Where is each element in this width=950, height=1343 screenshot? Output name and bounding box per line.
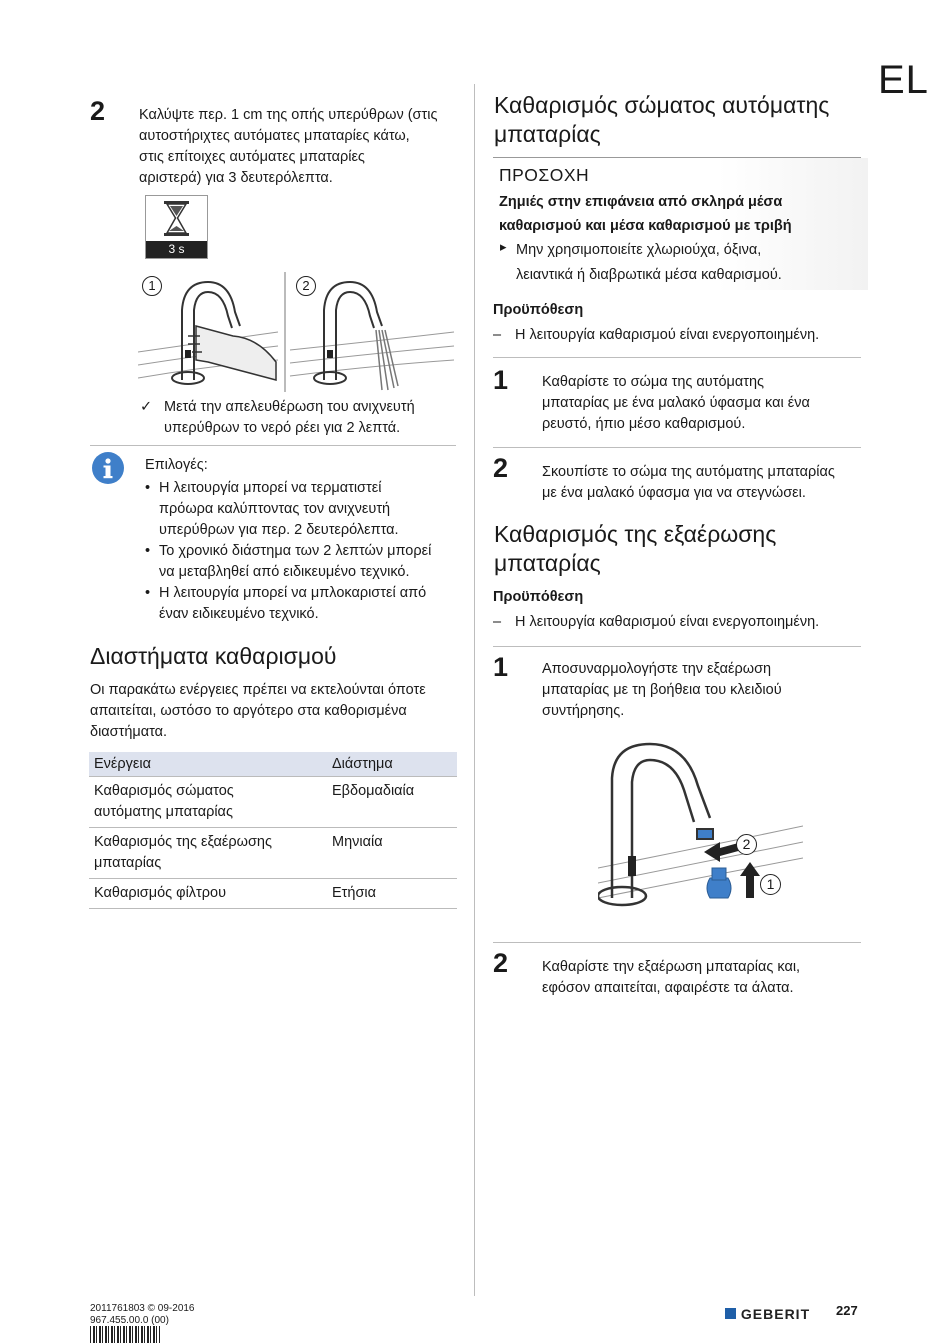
text-line: Καθαρίστε την εξαέρωση μπαταρίας και, <box>542 959 801 975</box>
text-line: Το χρονικό διάστημα των 2 λεπτών μπορεί <box>159 543 432 559</box>
bullet-item: • Η λειτουργία μπορεί να τερματιστεί πρόωρα καλύπτοντας τον ανιχνευτή υπερύθρων για περ. 2 δευτερόλεπτα. <box>145 478 465 541</box>
article-code: 967.455.00.0 (00) <box>90 1315 169 1325</box>
text-line: Μην χρησιμοποιείτε χλωριούχα, όξινα, <box>516 242 762 258</box>
step-text <box>542 957 872 999</box>
step-text <box>542 462 872 504</box>
text-line: Σκουπίστε το σώμα της αυτόματης μπαταρίας <box>542 464 835 480</box>
step-number: 2 <box>493 453 509 483</box>
table-cell: Καθαρισμός της εξαέρωσης <box>94 834 272 850</box>
text-line: καθαρισμού και μέσα καθαρισμού με τριβή <box>499 218 792 234</box>
section-heading: Διαστήματα καθαρισμού <box>90 643 337 669</box>
text-line: Μετά την απελευθέρωση του ανιχνευτή <box>164 399 415 415</box>
text-line: με ένα μαλακό ύφασμα για να στεγνώσει. <box>542 485 806 501</box>
arrow-icon: ▸ <box>500 239 507 254</box>
section-heading <box>494 520 874 578</box>
text-line: υπερύθρων για περ. 2 δευτερόλεπτα. <box>159 522 399 538</box>
caution-subtitle <box>499 190 792 238</box>
text-line: υπερύθρων το νερό ρέει για 2 λεπτά. <box>164 420 401 436</box>
text-line: απαιτείται, ωστόσο το αργότερο στα καθορισμένα <box>90 703 407 719</box>
text-line: αυτοστήριχτες αυτόματες μπαταρίες κάτω, <box>139 128 410 144</box>
callout-2: 2 <box>296 276 316 296</box>
prereq-text: Η λειτουργία καθαρισμού είναι ενεργοποιημένη. <box>515 614 820 630</box>
table-row <box>89 828 457 879</box>
step-text <box>542 372 862 435</box>
step-text <box>139 105 469 189</box>
result-text <box>164 397 464 439</box>
step-number: 2 <box>90 96 106 126</box>
table-cell: αυτόματης μπαταρίας <box>94 804 233 820</box>
text-line: Η λειτουργία μπορεί να τερματιστεί <box>159 480 382 496</box>
prereq-title: Προϋπόθεση <box>493 589 584 605</box>
text-line: αριστερά) για 3 δευτερόλεπτα. <box>139 170 333 186</box>
column-divider <box>474 84 475 1296</box>
callout-2: 2 <box>736 834 757 855</box>
logo-square-icon <box>725 1308 736 1319</box>
dash: – <box>493 327 502 343</box>
language-tag: EL <box>878 58 929 102</box>
table-cell: Εβδομαδιαία <box>327 777 457 828</box>
heading-line: Καθαρισμός σώματος αυτόματης <box>494 92 830 118</box>
caution-title: ΠΡΟΣΟΧΗ <box>499 165 590 185</box>
hourglass-timer-icon <box>145 195 208 259</box>
info-title: Επιλογές: <box>145 457 208 473</box>
intervals-table <box>89 752 457 909</box>
text-line: έναν ειδικευμένο τεχνικό. <box>159 606 319 622</box>
divider <box>493 942 861 943</box>
info-icon <box>92 452 124 484</box>
divider <box>493 357 861 358</box>
heading-line: μπαταρίας <box>494 121 601 147</box>
text-line: ρευστό, ήπιο μέσο καθαρισμού. <box>542 416 746 432</box>
divider <box>493 447 861 448</box>
text-line: λειαντικά ή διαβρωτικά μέσα καθαρισμού. <box>516 267 782 283</box>
barcode <box>90 1326 160 1343</box>
table-cell: μπαταρίας <box>94 855 162 871</box>
document-code: 2011761803 © 09-2016 <box>90 1303 195 1314</box>
info-bullets <box>145 478 465 625</box>
bullet-item: • Η λειτουργία μπορεί να μπλοκαριστεί από έναν ειδικευμένο τεχνικό. <box>145 583 465 625</box>
callout-1: 1 <box>760 874 781 895</box>
intervals-intro <box>90 680 460 743</box>
faucet-illustration <box>138 270 456 395</box>
text-line: Καλύψτε περ. 1 cm της οπής υπερύθρων (στις <box>139 107 438 123</box>
dash: – <box>493 614 502 630</box>
table-header: Ενέργεια <box>89 752 327 777</box>
bullet-item: • Το χρονικό διάστημα των 2 λεπτών μπορεί να μεταβληθεί από ειδικευμένο τεχνικό. <box>145 541 465 583</box>
text-line: στις επίτοιχες αυτόματες μπαταρίες <box>139 149 365 165</box>
step-number: 1 <box>493 365 509 395</box>
aerator-illustration <box>598 738 803 918</box>
callout-1: 1 <box>142 276 162 296</box>
table-cell: Καθαρισμός φίλτρου <box>94 885 227 901</box>
text-line: μπαταρίας με τη βοήθεια του κλειδιού <box>542 682 782 698</box>
step-number: 2 <box>493 948 509 978</box>
text-line: μπαταρίας με ένα μαλακό ύφασμα και ένα <box>542 395 810 411</box>
caution-action <box>516 238 782 288</box>
text-line: πρόωρα καλύπτοντας τον ανιχνευτή <box>159 501 391 517</box>
text-line: να μεταβληθεί από ειδικευμένο τεχνικό. <box>159 564 410 580</box>
brand-logo <box>725 1306 810 1322</box>
table-header: Διάστημα <box>327 752 457 777</box>
table-cell: Ετήσια <box>327 879 457 909</box>
text-line: Αποσυναρμολογήστε την εξαέρωση <box>542 661 772 677</box>
table-row <box>89 879 457 909</box>
timer-label: 3 s <box>146 241 207 258</box>
text-line: Καθαρίστε το σώμα της αυτόματης <box>542 374 765 390</box>
heading-line: μπαταρίας <box>494 550 601 576</box>
page-number: 227 <box>836 1303 858 1318</box>
table-row <box>89 777 457 828</box>
section-heading <box>494 91 874 149</box>
text-line: Ζημιές στην επιφάνεια από σκληρά μέσα <box>499 194 783 210</box>
check-icon: ✓ <box>140 399 153 415</box>
text-line: Η λειτουργία μπορεί να μπλοκαριστεί από <box>159 585 427 601</box>
step-number: 1 <box>493 652 509 682</box>
heading-line: Καθαρισμός της εξαέρωσης <box>494 521 777 547</box>
text-line: συντήρησης. <box>542 703 625 719</box>
prereq-title: Προϋπόθεση <box>493 302 584 318</box>
prereq-text: Η λειτουργία καθαρισμού είναι ενεργοποιημένη. <box>515 327 820 343</box>
step-text <box>542 659 862 722</box>
divider <box>90 445 456 446</box>
text-line: εφόσον απαιτείται, αφαιρέστε τα άλατα. <box>542 980 794 996</box>
brand-name: GEBERIT <box>740 1306 811 1322</box>
table-cell: Καθαρισμός σώματος <box>94 783 234 799</box>
text-line: Οι παρακάτω ενέργειες πρέπει να εκτελούνται όποτε <box>90 682 426 698</box>
text-line: διαστήματα. <box>90 724 168 740</box>
table-cell: Μηνιαία <box>327 828 457 879</box>
divider <box>493 646 861 647</box>
